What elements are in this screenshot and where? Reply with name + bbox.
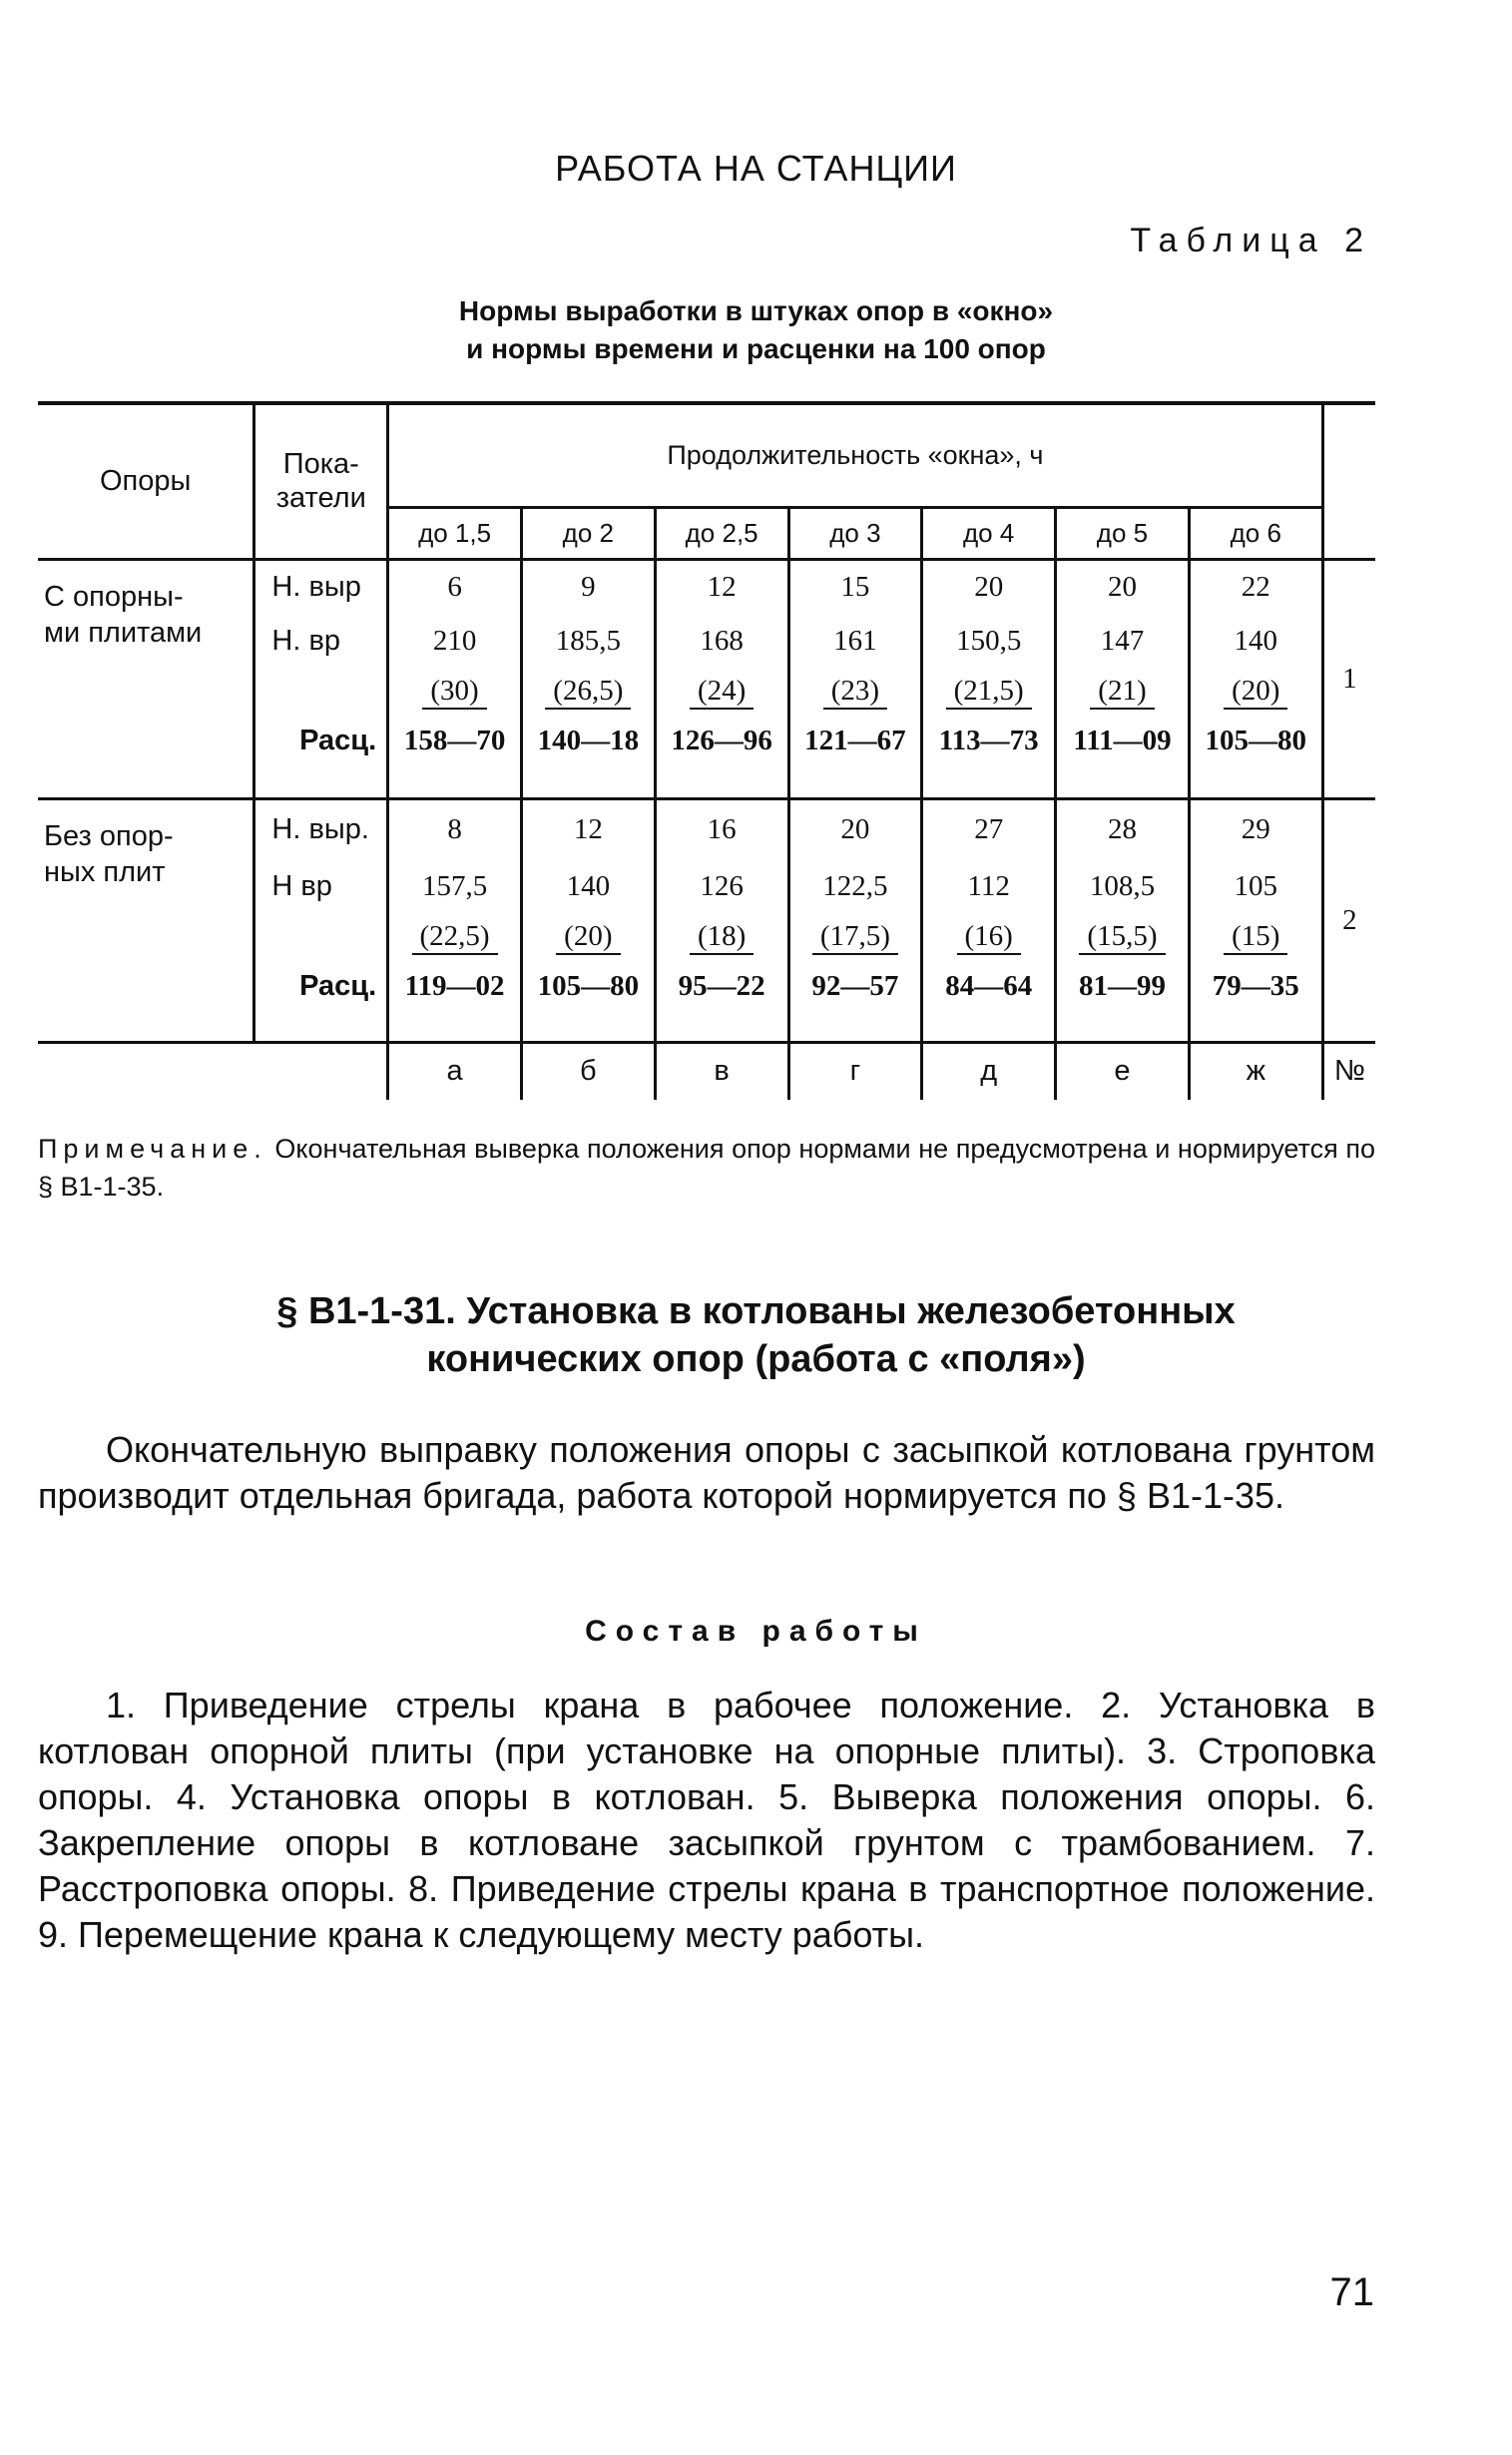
rate-cell: 92—57 [788, 962, 922, 1042]
row-label: С опорны- ми плитами [38, 559, 254, 798]
row-number: 1 [1322, 559, 1375, 798]
table-row [38, 798, 1375, 860]
output-cell: 9 [521, 559, 655, 615]
indicator-output: Н. выр. [254, 798, 388, 860]
duration-cell: до 2 [521, 507, 655, 559]
rate-cell: 140—18 [521, 717, 655, 798]
row-number: 2 [1322, 798, 1375, 1042]
wage-grade-cell: (17,5) [812, 920, 898, 955]
wage-grade-cell: (24) [690, 675, 754, 710]
time-cell: 210 [388, 615, 522, 667]
header-indicators: Пока- затели [254, 403, 388, 559]
wage-grade-cell: (16) [957, 920, 1021, 955]
output-cell: 27 [922, 798, 1056, 860]
duration-cell: до 5 [1056, 507, 1190, 559]
column-letter: д [922, 1042, 1056, 1100]
duration-cell: до 2,5 [655, 507, 788, 559]
column-letter: г [788, 1042, 922, 1100]
wage-grade-cell: (30) [422, 675, 486, 710]
table-caption-line2: и нормы времени и расценки на 100 опор [466, 333, 1046, 364]
wage-grade-cell: (26,5) [545, 675, 631, 710]
wage-grade-cell: (23) [823, 675, 887, 710]
output-cell: 8 [388, 798, 522, 860]
indicator-rate: Расц. [254, 962, 388, 1042]
rate-cell: 81—99 [1056, 962, 1190, 1042]
rate-cell: 79—35 [1189, 962, 1322, 1042]
indicator-time: Н. вр [254, 615, 388, 667]
rate-cell: 105—80 [521, 962, 655, 1042]
output-cell: 16 [655, 798, 788, 860]
output-cell: 6 [388, 559, 522, 615]
section-title-line1: § В1-1-31. Установка в котлованы железобетонных [276, 1290, 1236, 1332]
output-cell: 12 [655, 559, 788, 615]
column-letter: б [521, 1042, 655, 1100]
subheading: Состав работы [585, 1615, 927, 1648]
norms-table [38, 401, 1375, 1100]
time-cell: 161 [788, 615, 922, 667]
time-cell: 126 [655, 860, 788, 912]
rate-cell: 95—22 [655, 962, 788, 1042]
wage-grade-cell: (15,5) [1079, 920, 1165, 955]
time-cell: 150,5 [922, 615, 1056, 667]
table-caption-line1: Нормы выработки в штуках опор в «окно» [458, 295, 1054, 326]
section-title [0, 1287, 1512, 1383]
output-cell: 12 [521, 798, 655, 860]
output-cell: 20 [922, 559, 1056, 615]
header-supports: Опоры [38, 403, 254, 559]
column-letter: в [655, 1042, 788, 1100]
time-cell: 157,5 [388, 860, 522, 912]
time-cell: 168 [655, 615, 788, 667]
wage-grade-cell: (18) [690, 920, 754, 955]
output-cell: 20 [1056, 559, 1190, 615]
wage-grade-cell: (21,5) [946, 675, 1032, 710]
output-cell: 22 [1189, 559, 1322, 615]
column-letter: е [1056, 1042, 1190, 1100]
duration-cell: до 6 [1189, 507, 1322, 559]
number-header: № [1333, 1055, 1365, 1088]
time-cell: 140 [1189, 615, 1322, 667]
column-letter: а [388, 1042, 522, 1100]
row-label: Без опор- ных плит [38, 798, 254, 1042]
wage-grade-cell: (20) [1224, 675, 1287, 710]
indicator-time: Н вр [254, 860, 388, 912]
page-number: 71 [1329, 2270, 1374, 2314]
rate-cell: 119—02 [388, 962, 522, 1042]
rate-cell: 113—73 [922, 717, 1056, 798]
duration-cell: до 3 [788, 507, 922, 559]
intro-paragraph: Окончательную выправку положения опоры с засыпкой котлована грунтом производит отдельная бригада, работа которой нормируется по § В1-1-35. [38, 1429, 1375, 1516]
output-cell: 15 [788, 559, 922, 615]
time-cell: 185,5 [521, 615, 655, 667]
letters-row [38, 1042, 1375, 1100]
note-prefix: Примечание. [38, 1134, 267, 1164]
rate-cell: 126—96 [655, 717, 788, 798]
duration-cell: до 4 [922, 507, 1056, 559]
norms-table-container [38, 401, 1375, 1100]
note-text: Окончательная выверка положения опор нормами не предусмотрена и нормируется по § В1-1-35. [38, 1134, 1375, 1202]
indicator-output: Н. выр [254, 559, 388, 615]
time-cell: 147 [1056, 615, 1190, 667]
time-cell: 105 [1189, 860, 1322, 912]
work-steps-paragraph: 1. Приведение стрелы крана в рабочее положение. 2. Установка в котлован опорной плиты (при установке на опорные плиты). 3. Строповка опоры. 4. Установка опоры в котлован. 5. Выверка положения опоры. 6. Закрепление опоры в котловане засыпкой грунтом с трамбованием. 7. Расстроповка опоры. 8. Приведение стрелы крана в транспортное положение. 9. Перемещение крана к следующему месту работы. [38, 1685, 1375, 1955]
rate-cell: 121—67 [788, 717, 922, 798]
rate-cell: 105—80 [1189, 717, 1322, 798]
rate-cell: 84—64 [922, 962, 1056, 1042]
time-cell: 140 [521, 860, 655, 912]
rate-cell: 111—09 [1056, 717, 1190, 798]
table-row [38, 559, 1375, 615]
table-note [38, 1130, 1375, 1206]
indicator-rate: Расц. [254, 717, 388, 798]
time-cell: 112 [922, 860, 1056, 912]
time-cell: 122,5 [788, 860, 922, 912]
wage-grade-cell: (20) [556, 920, 620, 955]
output-cell: 20 [788, 798, 922, 860]
wage-grade-cell: (15) [1224, 920, 1287, 955]
table-label: Таблица 2 [1130, 222, 1372, 259]
output-cell: 28 [1056, 798, 1190, 860]
wage-grade-cell: (22,5) [412, 920, 498, 955]
section-title-line2: конических опор (работа с «поля») [426, 1338, 1086, 1380]
time-cell: 108,5 [1056, 860, 1190, 912]
column-letter: ж [1189, 1042, 1322, 1100]
header-duration: Продолжительность «окна», ч [388, 403, 1323, 507]
output-cell: 29 [1189, 798, 1322, 860]
rate-cell: 158—70 [388, 717, 522, 798]
wage-grade-cell: (21) [1090, 675, 1154, 710]
duration-cell: до 1,5 [388, 507, 522, 559]
page-header: РАБОТА НА СТАНЦИИ [555, 148, 957, 189]
header-num-blank [1322, 403, 1375, 559]
